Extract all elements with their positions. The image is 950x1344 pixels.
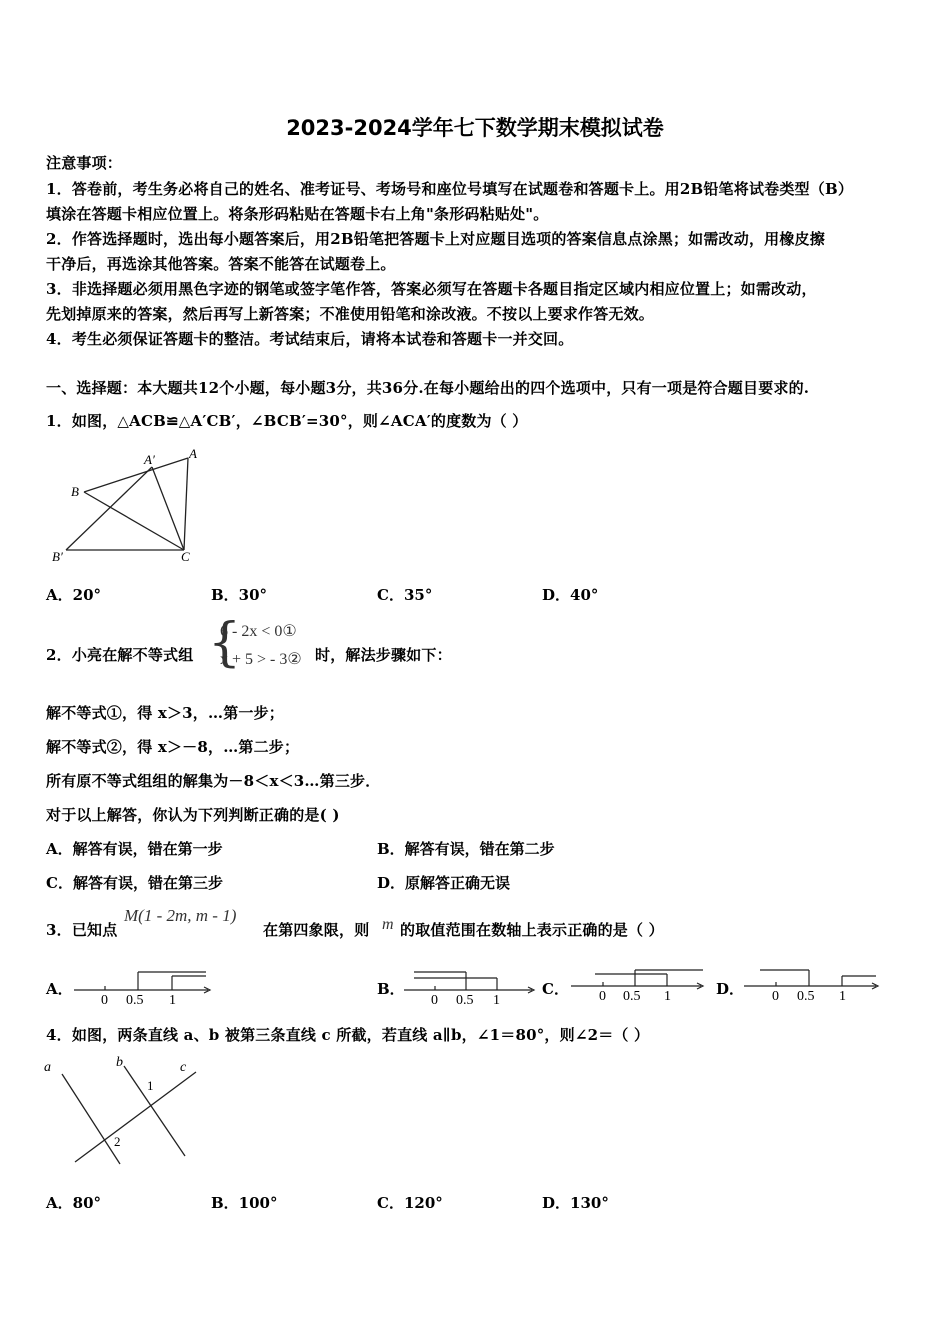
label-B: B	[71, 484, 79, 499]
q3-stem-mid: 在第四象限，则	[263, 921, 370, 939]
line-b	[124, 1066, 185, 1156]
tick-0: 0	[772, 989, 779, 1004]
q4-option-d[interactable]: D．130°	[542, 1194, 609, 1212]
notice-line: 2．作答选择题时，选出每小题答案后，用2B铅笔把答题卡上对应题目选项的答案信息点涂黑；如需改动，用橡皮擦	[46, 230, 825, 248]
q2-equation-1: 6 - 2x < 0①	[220, 623, 297, 640]
q2-stem-post: 时，解法步骤如下：	[315, 646, 452, 664]
page-title: 2023-2024学年七下数学期末模拟试卷	[286, 116, 664, 140]
label-A-prime: A′	[144, 452, 155, 467]
notice-line: 4．考生必须保证答题卡的整洁。考试结束后，请将本试卷和答题卡一并交回。	[46, 330, 574, 348]
tick-0: 0	[101, 993, 108, 1008]
q3-number-line-d[interactable]	[740, 962, 880, 1006]
notice-line: 3．非选择题必须用黑色字迹的钢笔或签字笔作答，答案必须写在答题卡各题目指定区域内相应位置上；如需改动，	[46, 280, 817, 298]
tick-1: 1	[493, 993, 500, 1008]
label-c: c	[180, 1060, 187, 1075]
q3-stem-post: 的取值范围在数轴上表示正确的是（ ）	[400, 921, 664, 939]
q3-stem-pre: 3．已知点	[46, 921, 118, 939]
q3-option-c[interactable]: C．	[542, 980, 569, 998]
label-a: a	[44, 1060, 51, 1075]
q2-option-c[interactable]: C．解答有误，错在第三步	[46, 874, 223, 892]
brace-icon: {	[208, 613, 242, 673]
notice-line: 先划掉原来的答案，然后再写上新答案；不准使用铅笔和涂改液。不按以上要求作答无效。	[46, 305, 655, 323]
q3-option-a[interactable]: A．	[46, 980, 73, 998]
q2-step: 解不等式②，得 x＞－8，…第二步；	[46, 738, 300, 756]
tick-1: 1	[169, 993, 176, 1008]
label-B-prime: B′	[52, 549, 63, 564]
tick-0-5: 0.5	[623, 989, 641, 1004]
tick-0-5: 0.5	[456, 993, 474, 1008]
notice-line: 干净后，再选涂其他答案。答案不能答在试题卷上。	[46, 255, 396, 273]
q3-var-m: m	[382, 916, 394, 933]
tick-0-5: 0.5	[126, 993, 144, 1008]
tick-0: 0	[599, 989, 606, 1004]
q3-number-line-c[interactable]	[567, 962, 707, 1006]
label-angle-1: 1	[147, 1078, 154, 1093]
q3-option-b[interactable]: B．	[377, 980, 405, 998]
notice-line: 1．答卷前，考生务必将自己的姓名、准考证号、考场号和座位号填写在试题卷和答题卡上。用2B铅笔将试卷类型（B）	[46, 180, 854, 198]
q3-number-line-a[interactable]	[70, 966, 215, 1010]
q2-step: 所有原不等式组组的解集为－8＜x＜3…第三步．	[46, 772, 381, 790]
q2-option-b[interactable]: B．解答有误，错在第二步	[377, 840, 555, 858]
q1-triangle-figure	[46, 445, 216, 570]
q4-option-a[interactable]: A．80°	[46, 1194, 102, 1212]
tick-1: 1	[664, 989, 671, 1004]
q3-option-d[interactable]: D．	[716, 980, 745, 998]
q2-question: 对于以上解答，你认为下列判断正确的是( )	[46, 806, 340, 824]
segment-AC	[184, 458, 188, 550]
segment-BA	[84, 458, 188, 492]
q2-inequality-system	[208, 613, 316, 673]
segment-BC	[84, 492, 184, 550]
label-C: C	[181, 549, 190, 564]
q2-step: 解不等式①，得 x＞3，…第一步；	[46, 704, 285, 722]
q2-option-d[interactable]: D．原解答正确无误	[377, 874, 511, 892]
q1-option-a[interactable]: A．20°	[46, 586, 102, 604]
tick-0-5: 0.5	[797, 989, 815, 1004]
label-b: b	[116, 1055, 123, 1070]
notice-line: 填涂在答题卡相应位置上。将条形码粘贴在答题卡右上角"条形码粘贴处"。	[46, 205, 549, 223]
section-heading: 一、选择题：本大题共12个小题，每小题3分，共36分.在每小题给出的四个选项中，只有一项是符合题目要求的.	[46, 379, 810, 397]
segment-A1C	[152, 467, 184, 550]
q1-option-b[interactable]: B．30°	[211, 586, 268, 604]
q3-point-M: M(1 - 2m, m - 1)	[124, 906, 237, 925]
q4-option-b[interactable]: B．100°	[211, 1194, 278, 1212]
q2-equation-2: x + 5 > - 3②	[220, 651, 302, 668]
q4-option-c[interactable]: C．120°	[377, 1194, 443, 1212]
q3-number-line-b[interactable]	[400, 966, 540, 1010]
tick-0: 0	[431, 993, 438, 1008]
q1-option-c[interactable]: C．35°	[377, 586, 433, 604]
notice-heading: 注意事项：	[46, 154, 123, 172]
q4-stem: 4．如图，两条直线 a、b 被第三条直线 c 所截，若直线 a∥b，∠1＝80°，则∠2＝（ ）	[46, 1026, 650, 1044]
tick-1: 1	[839, 989, 846, 1004]
label-A: A	[189, 446, 197, 461]
line-c	[75, 1072, 196, 1162]
q1-option-d[interactable]: D．40°	[542, 586, 599, 604]
q2-option-a[interactable]: A．解答有误，错在第一步	[46, 840, 223, 858]
segment-B1A1	[66, 467, 152, 550]
q2-stem-pre: 2．小亮在解不等式组	[46, 646, 194, 664]
q4-parallel-lines-figure	[40, 1052, 210, 1172]
label-angle-2: 2	[114, 1134, 121, 1149]
q1-stem: 1．如图，△ACB≌△A′CB′，∠BCB′=30°，则∠ACA′的度数为（ ）	[46, 412, 528, 430]
